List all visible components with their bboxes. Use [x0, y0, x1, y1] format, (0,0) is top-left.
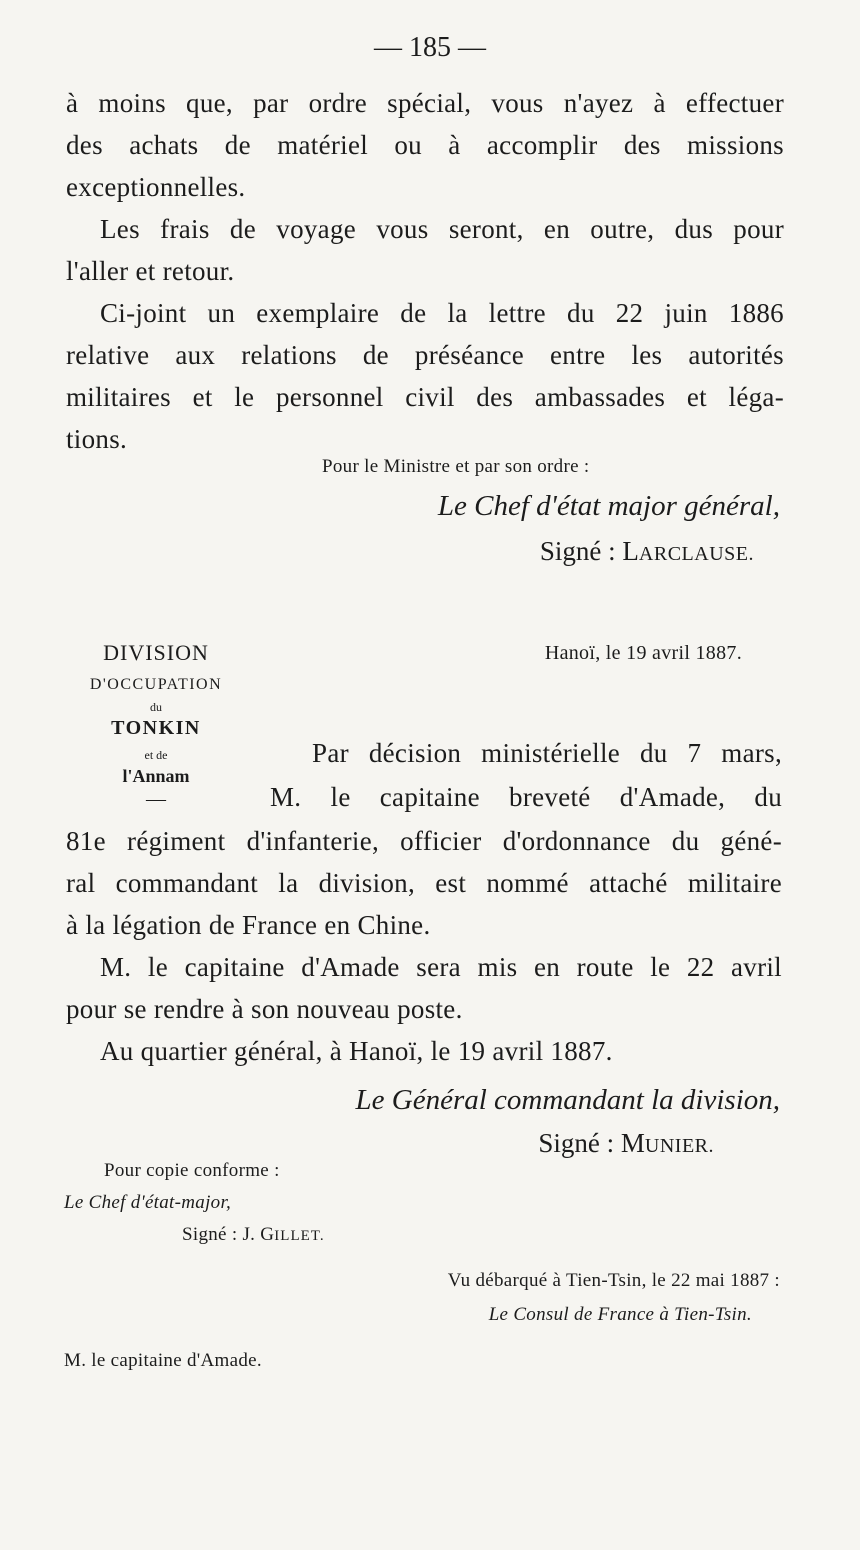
letter1-line-1: à moins que, par ordre spécial, vous n'ayez à effectuer — [66, 88, 784, 118]
copy-line-2: Le Chef d'état-major, — [64, 1192, 232, 1213]
letter2-line-4: ral commandant la division, est nommé attaché militaire — [66, 868, 782, 898]
copy-line-1: Pour copie conforme : — [104, 1160, 280, 1181]
letter1-line-8: militaires et le personnel civil des ambassades et léga- — [66, 382, 784, 412]
letter1-signature-intro: Pour le Ministre et par son ordre : — [322, 456, 590, 477]
letter1-line-2: des achats de matériel ou à accomplir des missions — [66, 130, 784, 160]
margin-division: DIVISION — [103, 640, 209, 665]
margin-dash: — — [146, 788, 166, 810]
letter1-signature-title: Le Chef d'état major général, — [437, 490, 780, 522]
letter2-signature-title: Le Général commandant la division, — [355, 1084, 780, 1116]
letter1-line-3: exceptionnelles. — [66, 172, 246, 202]
letter2-line-1: Par décision ministérielle du 7 mars, — [312, 738, 782, 768]
visa-line-1: Vu débarqué à Tien-Tsin, le 22 mai 1887 : — [447, 1270, 780, 1291]
letter2-line-7: pour se rendre à son nouveau poste. — [66, 994, 463, 1024]
letter2-line-5: à la légation de France en Chine. — [66, 910, 431, 940]
margin-occupation: D'OCCUPATION — [89, 676, 223, 693]
margin-tonkin: TONKIN — [111, 717, 201, 739]
letter1-line-9: tions. — [66, 424, 128, 454]
letter1-signature-prefix: Signé : — [539, 536, 616, 566]
letter1-signature-name: LARCLAUSE. — [622, 536, 754, 566]
letter1-line-6: Ci-joint un exemplaire de la lettre du 22 juin 1886 — [100, 298, 784, 328]
letter2-line-6: M. le capitaine d'Amade sera mis en route le 22 avril — [100, 952, 782, 982]
letter2-signature-name: MUNIER. — [620, 1128, 714, 1158]
letter1-line-4: Les frais de voyage vous seront, en outre, dus pour — [100, 214, 784, 244]
copy-line-3: Signé : J. GILLET. — [182, 1224, 325, 1245]
letter2-signature — [538, 1128, 714, 1159]
letter1-line-7: relative aux relations de préséance entre les autorités — [66, 340, 784, 370]
margin-annam: l'Annam — [122, 766, 190, 786]
letter2-signature-prefix: Signé : — [538, 1128, 615, 1158]
dateline: Hanoï, le 19 avril 1887. — [544, 642, 742, 664]
addressee: M. le capitaine d'Amade. — [64, 1350, 262, 1371]
margin-du: du — [150, 700, 162, 714]
letter1-signature — [540, 536, 754, 567]
visa-line-2: Le Consul de France à Tien-Tsin. — [488, 1304, 752, 1325]
letter2-line-8: Au quartier général, à Hanoï, le 19 avril 1887. — [100, 1036, 613, 1066]
letter2-line-3: 81e régiment d'infanterie, officier d'ordonnance du géné- — [66, 826, 782, 856]
letter2-line-2: M. le capitaine breveté d'Amade, du — [270, 782, 782, 812]
margin-et-de: et de — [144, 748, 168, 762]
letter1-line-5: l'aller et retour. — [66, 256, 235, 286]
page-number: — 185 — — [374, 32, 486, 63]
